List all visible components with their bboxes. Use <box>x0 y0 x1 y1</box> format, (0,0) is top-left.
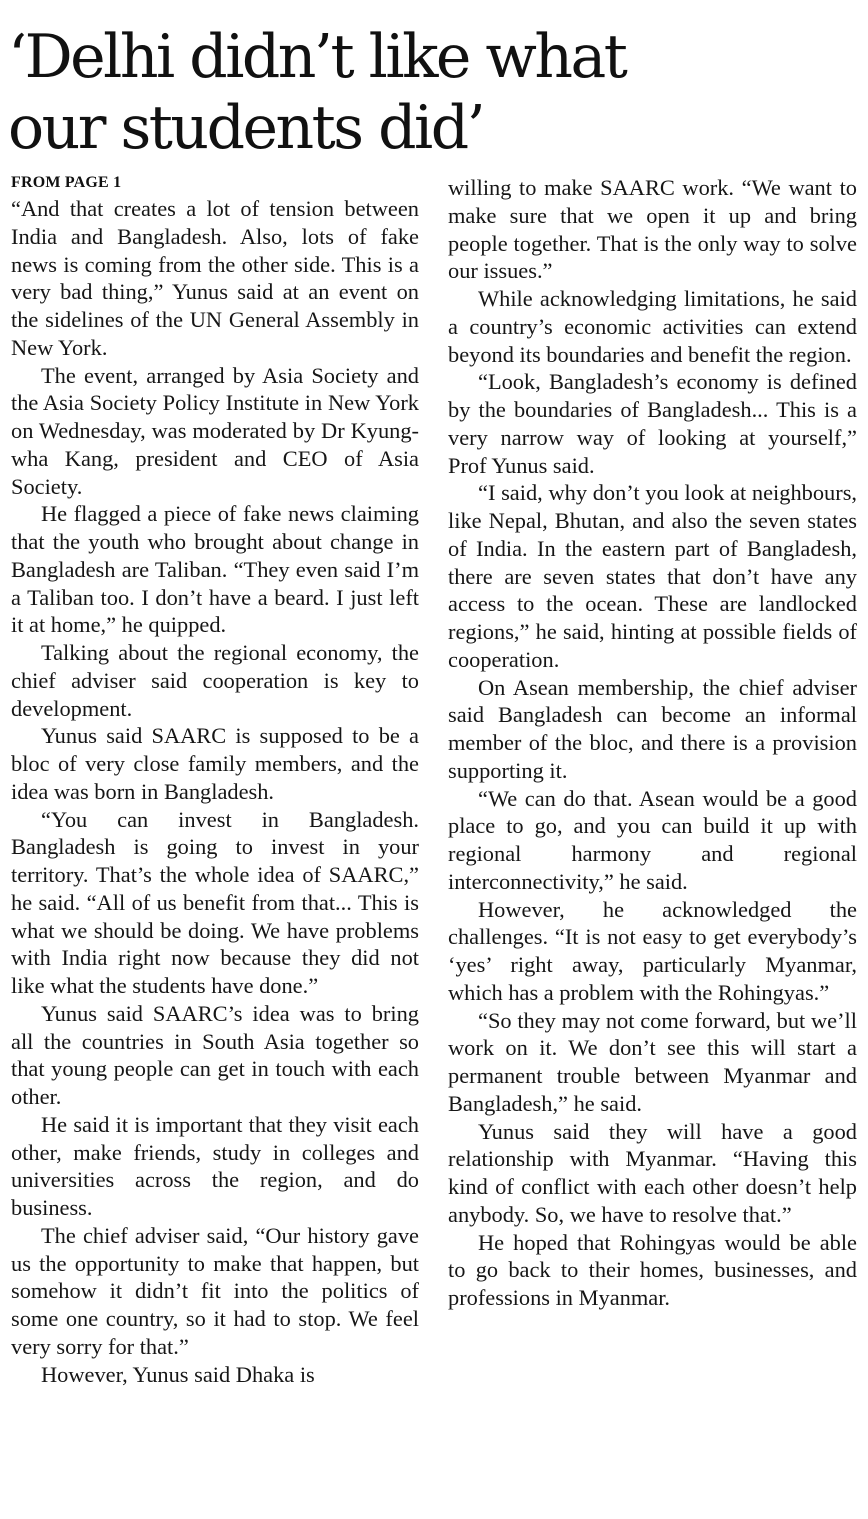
headline-line-2: our students did’ <box>8 93 484 163</box>
paragraph: The chief adviser said, “Our history gave us the opportunity to make that happen, but somehow it didn’t fit into the politics of some one country, so it had to stop. We feel very sorry for that.” <box>11 1222 419 1359</box>
paragraph: However, he acknowledged the challenges. “It is not easy to get everybody’s ‘yes’ right away, particularly Myanmar, which has a problem with the Rohingyas.” <box>448 896 857 1005</box>
paragraph: While acknowledging limitations, he said a country’s economic activities can extend beyond its boundaries and benefit the region. <box>448 286 857 367</box>
paragraph: “I said, why don’t you look at neighbours, like Nepal, Bhutan, and also the seven states of India. In the eastern part of Bangladesh, there are seven states that don’t have any access to the ocean. These are landlocked regions,” he said, hinting at possible fields of cooperation. <box>448 480 857 672</box>
paragraph: “So they may not come forward, but we’ll work on it. We don’t see this will start a permanent trouble between Myanmar and Bangladesh,” he said. <box>448 1007 857 1116</box>
paragraph: However, Yunus said Dhaka is <box>41 1361 315 1387</box>
paragraph: “Look, Bangladesh’s economy is defined by the boundaries of Bangladesh... This is a very narrow way of looking at yourself,” Prof Yunus said. <box>448 369 857 478</box>
paragraph: “You can invest in Bangladesh. Bangladesh is going to invest in your territory. That’s the whole idea of SAARC,” he said. “All of us benefit from that... This is what we should be doing. We have problems with India right now because they did not like what the students have done.” <box>11 806 419 998</box>
paragraph: Yunus said SAARC is supposed to be a bloc of very close family members, and the idea was born in Bangladesh. <box>11 723 419 804</box>
article-column-left <box>11 195 419 1388</box>
paragraph: willing to make SAARC work. “We want to make sure that we open it up and bring people together. That is the only way to solve our issues.” <box>448 175 857 284</box>
headline-line-1: ‘Delhi didn’t like what <box>8 22 626 92</box>
paragraph: He said it is important that they visit each other, make friends, study in colleges and universities across the region, and do business. <box>11 1111 419 1220</box>
headline <box>8 22 858 164</box>
from-page-kicker: FROM PAGE 1 <box>11 174 122 191</box>
paragraph: He flagged a piece of fake news claiming that the youth who brought about change in Bangladesh are Taliban. “They even said I’m a Taliban too. I don’t have a beard. I just left it at home,” he quipped. <box>11 501 419 638</box>
paragraph: The event, arranged by Asia Society and the Asia Society Policy Institute in New York on Wednesday, was moderated by Dr Kyung-wha Kang, president and CEO of Asia Society. <box>11 362 419 499</box>
paragraph: He hoped that Rohingyas would be able to go back to their homes, businesses, and professions in Myanmar. <box>448 1229 857 1310</box>
paragraph: Yunus said they will have a good relationship with Myanmar. “Having this kind of conflict with each other doesn’t help anybody. So, we have to resolve that.” <box>448 1118 857 1227</box>
paragraph: On Asean membership, the chief adviser said Bangladesh can become an informal member of the bloc, and there is a provision supporting it. <box>448 674 857 783</box>
paragraph: Yunus said SAARC’s idea was to bring all the countries in South Asia together so that young people can get in touch with each other. <box>11 1000 419 1109</box>
article-column-right <box>448 174 857 1312</box>
paragraph: Talking about the regional economy, the chief adviser said cooperation is key to development. <box>11 640 419 721</box>
paragraph: “And that creates a lot of tension between India and Bangladesh. Also, lots of fake news is coming from the other side. This is a very bad thing,” Yunus said at an event on the sidelines of the UN General Assembly in New York. <box>11 196 419 360</box>
paragraph: “We can do that. Asean would be a good place to go, and you can build it up with regional harmony and regional interconnectivity,” he said. <box>448 785 857 894</box>
